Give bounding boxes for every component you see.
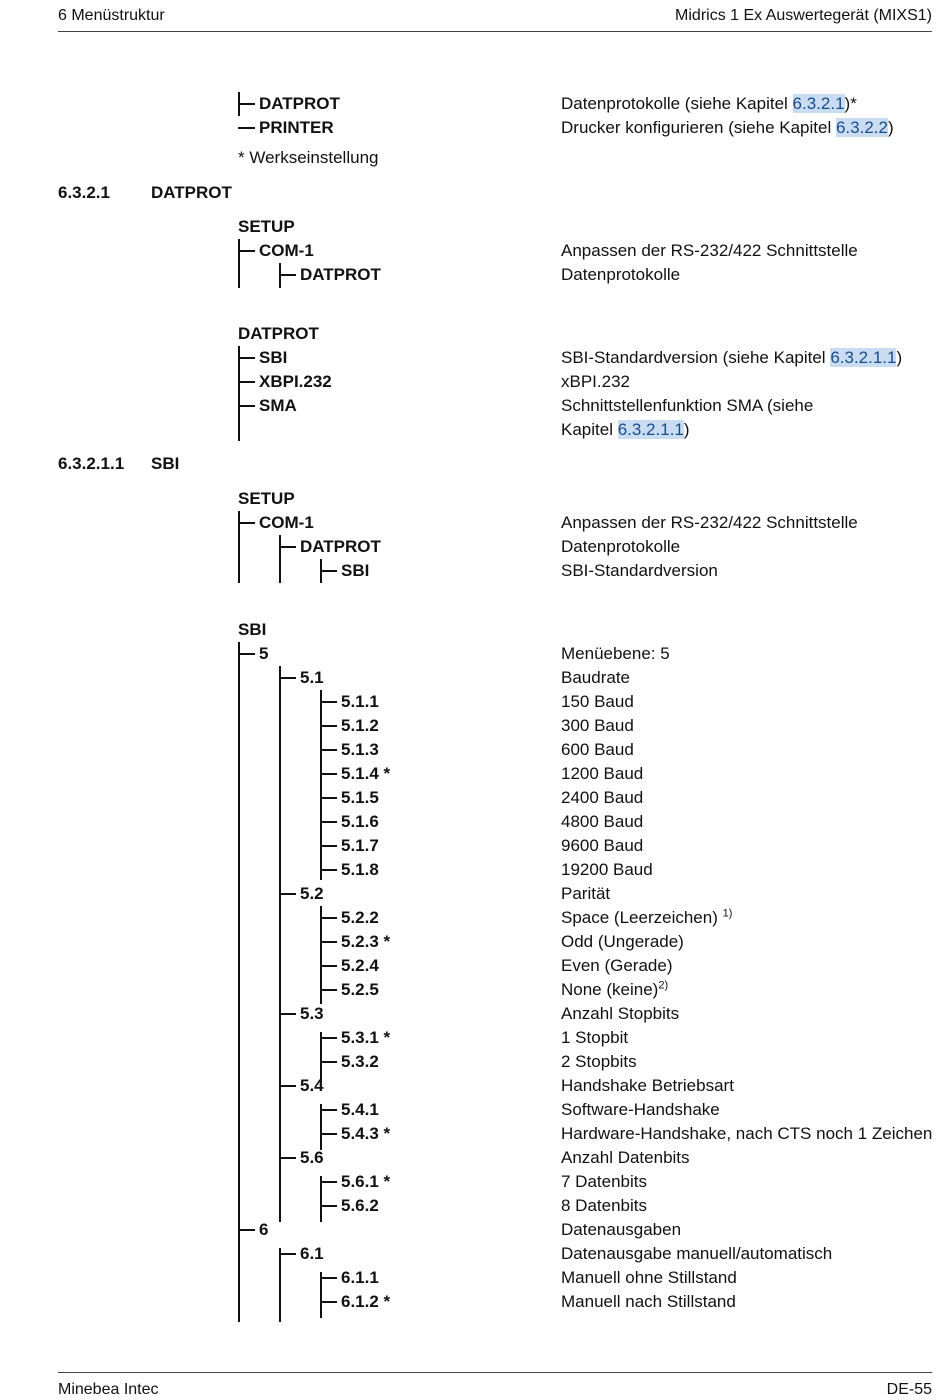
tree-branch-tick <box>320 1277 337 1279</box>
description-text-continued: Kapitel <box>561 420 618 439</box>
menu-node-description <box>561 1098 946 1122</box>
tree-branch-tick <box>320 1301 337 1303</box>
menu-node-label: 5.2 <box>300 884 324 903</box>
menu-node-description <box>561 1170 946 1194</box>
menu-node-label: 6 <box>259 1220 269 1239</box>
tree-branch-tick <box>320 725 337 727</box>
menu-node-description <box>561 906 946 930</box>
tree-branch-tick <box>320 773 337 775</box>
tree-branch-tick <box>320 570 337 572</box>
menu-node-description <box>561 1050 946 1074</box>
menu-node-label: 5.2.2 <box>341 908 379 927</box>
menu-node-description <box>561 882 946 906</box>
menu-node-label: 5.1.5 <box>341 788 379 807</box>
menu-node-description <box>561 394 946 442</box>
menu-node-description <box>561 370 946 394</box>
menu-node-label: 5.6.1 * <box>341 1172 391 1191</box>
menu-node-description <box>561 346 946 370</box>
tree-branch-tick <box>320 1133 337 1135</box>
menu-node-description <box>561 263 946 287</box>
tree-branch-tick <box>279 546 296 548</box>
menu-node-label: 5.3 <box>300 1004 324 1023</box>
tree-branch-tick <box>320 989 337 991</box>
footnote-factory-setting: * Werkseinstellung <box>238 148 379 167</box>
description-suffix: )* <box>844 94 857 113</box>
menu-node-label: SBI <box>259 348 288 367</box>
description-text: Manuell ohne Stillstand <box>561 1268 737 1287</box>
menu-node-label: 5.6 <box>300 1148 324 1167</box>
footnote-marker: 2) <box>658 979 669 992</box>
description-text: 7 Datenbits <box>561 1172 647 1191</box>
description-text: Hardware-Handshake, nach CTS noch 1 Zeichen <box>561 1124 933 1143</box>
section-title-6321: DATPROT <box>151 183 232 202</box>
menu-node-description <box>561 1266 946 1290</box>
menu-node-label: 5.4 <box>300 1076 324 1095</box>
header-product: Midrics 1 Ex Auswertegerät (MIXS1) <box>675 7 932 24</box>
menu-node-label: DATPROT <box>300 537 381 556</box>
menu-node-label: 5.1.4 * <box>341 764 391 783</box>
description-text: 4800 Baud <box>561 812 644 831</box>
menu-node-label: 6.1 <box>300 1244 324 1263</box>
menu-node-description <box>561 559 946 583</box>
tree-branch-tick <box>238 653 255 655</box>
tree-branch-tick <box>279 1157 296 1159</box>
menu-node-label: 5.1 <box>300 668 324 687</box>
menu-node-description <box>561 978 946 1002</box>
menu-node-description <box>561 858 946 882</box>
description-text: Anzahl Stopbits <box>561 1004 680 1023</box>
tree-branch-tick <box>279 274 296 276</box>
menu-node-label: 5.1.3 <box>341 740 379 759</box>
menu-node-label: SETUP <box>238 489 295 508</box>
tree-branch-tick <box>320 1205 337 1207</box>
description-text: Space (Leerzeichen) <box>561 908 723 927</box>
tree-branch-tick <box>279 893 296 895</box>
menu-node-description <box>561 930 946 954</box>
menu-node-label: 5.1.1 <box>341 692 379 711</box>
description-suffix: ) <box>887 118 894 137</box>
tree-branch-tick <box>238 381 255 383</box>
description-text: SBI-Standardversion <box>561 561 718 580</box>
tree-branch-tick <box>320 1037 337 1039</box>
menu-node-label: COM-1 <box>259 513 314 532</box>
section-number-63211: 6.3.2.1.1 <box>58 454 125 473</box>
menu-node-description <box>561 1242 946 1266</box>
menu-node-label: DATPROT <box>300 265 381 284</box>
menu-node-label: 5.6.2 <box>341 1196 379 1215</box>
section-title-63211: SBI <box>151 454 180 473</box>
description-text: 1 Stopbit <box>561 1028 629 1047</box>
menu-node-description <box>561 1194 946 1218</box>
description-text: Handshake Betriebsart <box>561 1076 734 1095</box>
description-text: Parität <box>561 884 611 903</box>
description-text: Datenprotokolle <box>561 265 681 284</box>
description-text: 8 Datenbits <box>561 1196 647 1215</box>
tree-branch-tick <box>279 1085 296 1087</box>
tree-branch-tick <box>279 1253 296 1255</box>
chapter-reference-link[interactable]: 6.3.2.1.1 <box>830 348 897 367</box>
footer-company: Minebea Intec <box>58 1381 159 1398</box>
tree-branch-tick <box>320 1061 337 1063</box>
menu-node-description <box>561 1002 946 1026</box>
tree-branch-tick <box>320 845 337 847</box>
menu-node-label: 5.4.3 * <box>341 1124 391 1143</box>
menu-node-description <box>561 810 946 834</box>
description-text: 2400 Baud <box>561 788 644 807</box>
menu-node-description <box>561 834 946 858</box>
description-text: Datenausgaben <box>561 1220 682 1239</box>
tree-branch-tick <box>279 677 296 679</box>
description-text: 150 Baud <box>561 692 634 711</box>
description-text: Odd (Ungerade) <box>561 932 684 951</box>
tree-branch-tick <box>320 797 337 799</box>
menu-node-description <box>561 1026 946 1050</box>
footer-rule <box>58 1372 932 1373</box>
menu-node-label: 5.2.3 * <box>341 932 391 951</box>
description-text: Menüebene: 5 <box>561 644 670 663</box>
tree-branch-tick <box>320 965 337 967</box>
menu-node-label: 6.1.1 <box>341 1268 379 1287</box>
description-text: Even (Gerade) <box>561 956 673 975</box>
chapter-reference-link[interactable]: 6.3.2.1.1 <box>617 420 684 439</box>
description-text: Baudrate <box>561 668 630 687</box>
description-text: Drucker konfigurieren (siehe Kapitel <box>561 118 836 137</box>
tree-branch-tick <box>238 1229 255 1231</box>
tree-branch-tick <box>320 917 337 919</box>
description-suffix: ) <box>683 420 690 439</box>
header-chapter: 6 Menüstruktur <box>58 7 165 24</box>
menu-node-label: SMA <box>259 396 297 415</box>
tree-branch-tick <box>238 250 255 252</box>
menu-node-description <box>561 1146 946 1170</box>
chapter-reference-link[interactable]: 6.3.2.2 <box>835 118 888 137</box>
menu-node-label: SBI <box>341 561 370 580</box>
description-text: Manuell nach Stillstand <box>561 1292 736 1311</box>
description-text: Schnittstellenfunktion SMA (siehe <box>561 396 814 415</box>
menu-node-description <box>561 116 946 140</box>
menu-node-label: 5.2.5 <box>341 980 379 999</box>
description-text: Software-Handshake <box>561 1100 720 1119</box>
description-text: Datenprotokolle <box>561 537 681 556</box>
tree-branch-tick <box>320 1109 337 1111</box>
menu-node-label: SETUP <box>238 217 295 236</box>
menu-node-description <box>561 92 946 116</box>
menu-node-label: 5.3.1 * <box>341 1028 391 1047</box>
menu-node-label: XBPI.232 <box>259 372 332 391</box>
menu-node-description <box>561 239 946 263</box>
menu-node-label: 5.3.2 <box>341 1052 379 1071</box>
menu-node-description <box>561 1218 946 1242</box>
menu-node-label: 5.1.8 <box>341 860 379 879</box>
menu-node-description <box>561 690 946 714</box>
menu-node-label: COM-1 <box>259 241 314 260</box>
menu-node-description <box>561 535 946 559</box>
tree-branch-tick <box>238 103 255 105</box>
menu-node-label: 5.2.4 <box>341 956 379 975</box>
description-text: Anzahl Datenbits <box>561 1148 690 1167</box>
description-text: 300 Baud <box>561 716 634 735</box>
footer-page-number: DE-55 <box>886 1381 932 1398</box>
menu-node-description <box>561 1290 946 1314</box>
footnote-marker: 1) <box>722 907 733 920</box>
menu-node-label: 5.4.1 <box>341 1100 379 1119</box>
menu-node-description <box>561 511 946 535</box>
menu-node-label: DATPROT <box>238 324 319 343</box>
description-text: 9600 Baud <box>561 836 644 855</box>
tree-branch-tick <box>320 701 337 703</box>
tree-branch-tick <box>238 522 255 524</box>
description-text: Datenprotokolle (siehe Kapitel <box>561 94 793 113</box>
menu-node-label: SBI <box>238 620 267 639</box>
tree-branch-tick <box>320 821 337 823</box>
description-text: 2 Stopbits <box>561 1052 637 1071</box>
chapter-reference-link[interactable]: 6.3.2.1 <box>792 94 845 113</box>
tree-branch-tick <box>238 357 255 359</box>
description-text: SBI-Standardversion (siehe Kapitel <box>561 348 831 367</box>
tree-branch-tick <box>279 1013 296 1015</box>
description-text: 1200 Baud <box>561 764 644 783</box>
menu-node-label: 5.1.2 <box>341 716 379 735</box>
menu-node-description <box>561 786 946 810</box>
description-text: None (keine) <box>561 980 659 999</box>
menu-node-description <box>561 666 946 690</box>
description-text: Anpassen der RS-232/422 Schnittstelle <box>561 513 858 532</box>
description-text: Anpassen der RS-232/422 Schnittstelle <box>561 241 858 260</box>
description-suffix: ) <box>896 348 903 367</box>
menu-node-description <box>561 762 946 786</box>
menu-node-description <box>561 1122 946 1146</box>
menu-node-description <box>561 954 946 978</box>
tree-branch-tick <box>320 869 337 871</box>
tree-branch-tick <box>320 941 337 943</box>
menu-node-description <box>561 642 946 666</box>
tree-branch-tick <box>238 405 255 407</box>
tree-branch-tick <box>320 1181 337 1183</box>
description-text: xBPI.232 <box>561 372 630 391</box>
menu-node-label: 6.1.2 * <box>341 1292 391 1311</box>
menu-node-description <box>561 714 946 738</box>
description-text: Datenausgabe manuell/automatisch <box>561 1244 833 1263</box>
menu-node-label: PRINTER <box>259 118 334 137</box>
description-text: 600 Baud <box>561 740 634 759</box>
menu-node-label: 5.1.7 <box>341 836 379 855</box>
menu-node-description <box>561 1074 946 1098</box>
description-text: 19200 Baud <box>561 860 653 879</box>
tree-branch-tick <box>238 127 255 129</box>
menu-node-label: 5.1.6 <box>341 812 379 831</box>
menu-node-label: 5 <box>259 644 269 663</box>
menu-node-label: DATPROT <box>259 94 340 113</box>
menu-node-description <box>561 738 946 762</box>
section-number-6321: 6.3.2.1 <box>58 183 110 202</box>
tree-branch-tick <box>320 749 337 751</box>
